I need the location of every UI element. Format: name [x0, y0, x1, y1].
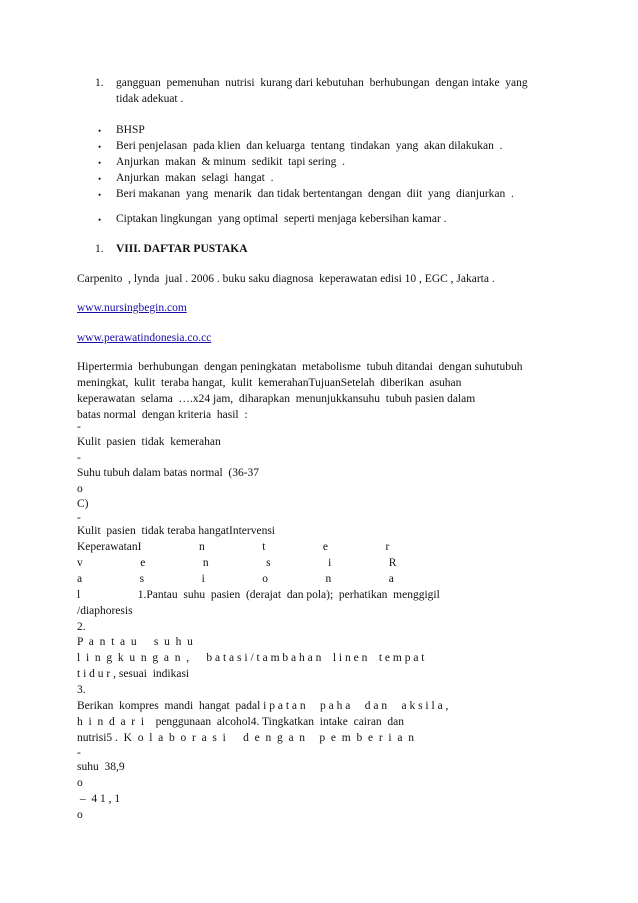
bullet-item: Beri makanan yang menarik dan tidak bertentangan dengan diit yang dianjurkan . — [116, 188, 514, 200]
list-item-text-continued: tidak adekuat . — [116, 93, 184, 105]
reference-item: Carpenito , lynda jual . 2006 . buku saku diagnosa keperawatan edisi 10 , EGC , Jakarta . — [77, 273, 495, 285]
section-title: VIII. DAFTAR PUSTAKA — [116, 243, 248, 255]
body-line: 3. — [77, 684, 86, 696]
body-line: - — [77, 452, 81, 464]
body-line: o — [77, 809, 83, 821]
bullet-item: Beri penjelasan pada klien dan keluarga tentang tindakan yang akan dilakukan . — [116, 140, 503, 152]
body-line: P a n t a u s u h u — [77, 636, 193, 648]
body-line: 2. — [77, 621, 86, 633]
body-line: - — [77, 747, 81, 759]
body-line: keperawatan selama ….x24 jam, diharapkan menunjukkansuhu tubuh pasien dalam — [77, 393, 476, 405]
bullet-icon: • — [98, 142, 102, 152]
body-line: Berikan kompres mandi hangat padal i p a t a n p a h a d a n a k s i l a , — [77, 700, 449, 712]
body-line: Kulit pasien tidak kemerahan — [77, 436, 221, 448]
body-line: t i d u r , sesuai indikasi — [77, 668, 190, 680]
body-line: KeperawatanI n t e r — [77, 541, 390, 553]
body-line: l i n g k u n g a n , b a t a s i / t a m b a h a n l i n e n t e m p a t — [77, 652, 425, 664]
bullet-item: BHSP — [116, 124, 145, 136]
list-item-text: gangguan pemenuhan nutrisi kurang dari kebutuhan berhubungan dengan intake yang — [116, 77, 528, 89]
body-line: C) — [77, 498, 89, 510]
body-line: a s i o n a — [77, 573, 394, 585]
body-line: o — [77, 777, 83, 789]
bullet-icon: • — [98, 190, 102, 200]
body-line: Hipertermia berhubungan dengan peningkatan metabolisme tubuh ditandai dengan suhutubuh — [77, 361, 523, 373]
bullet-item: Anjurkan makan & minum sedikit tapi sering . — [116, 156, 346, 168]
body-line: v e n s i R — [77, 557, 397, 569]
list-number: 1. — [95, 77, 104, 89]
body-line: o — [77, 483, 83, 495]
body-line: – 4 1 , 1 — [77, 793, 121, 805]
body-line: /diaphoresis — [77, 605, 133, 617]
body-line: batas normal dengan kriteria hasil : — [77, 409, 248, 421]
body-line: suhu 38,9 — [77, 761, 125, 773]
body-line: nutrisi5 . K o l a b o r a s i d e n g a n p e m b e r i a n — [77, 732, 414, 744]
reference-link[interactable]: www.perawatindonesia.co.cc — [77, 332, 212, 344]
bullet-icon: • — [98, 126, 102, 136]
body-line: h i n d a r i penggunaan alcohol4. Tingkatkan intake cairan dan — [77, 716, 405, 728]
body-line: - — [77, 512, 81, 524]
body-line: Suhu tubuh dalam batas normal (36-37 — [77, 467, 260, 479]
body-line: Kulit pasien tidak teraba hangatIntervensi — [77, 525, 275, 537]
bullet-icon: • — [98, 215, 102, 225]
bullet-icon: • — [98, 174, 102, 184]
body-line: meningkat, kulit teraba hangat, kulit kemerahanTujuanSetelah diberikan asuhan — [77, 377, 462, 389]
bullet-icon: • — [98, 158, 102, 168]
bullet-item: Anjurkan makan selagi hangat . — [116, 172, 274, 184]
body-line: - — [77, 421, 81, 433]
body-line: l 1.Pantau suhu pasien (derajat dan pola); perhatikan menggigil — [77, 589, 440, 601]
bullet-item: Ciptakan lingkungan yang optimal seperti menjaga kebersihan kamar . — [116, 213, 447, 225]
section-number: 1. — [95, 243, 104, 255]
reference-link[interactable]: www.nursingbegin.com — [77, 302, 187, 314]
